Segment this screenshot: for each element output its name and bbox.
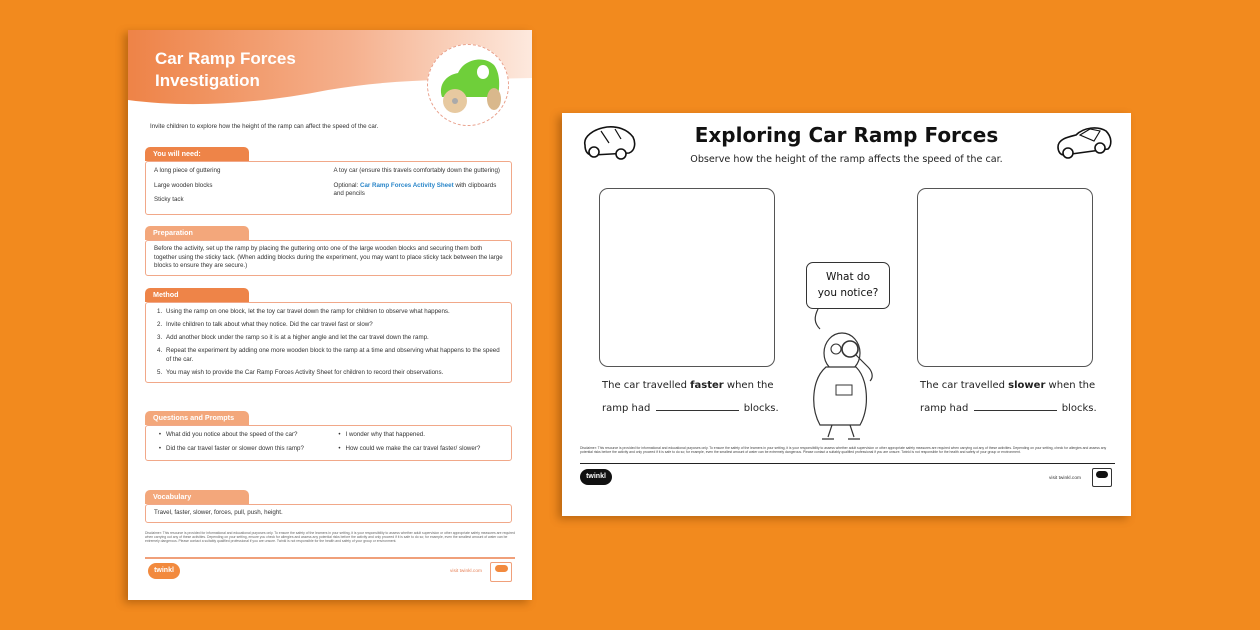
- list-item: Optional: Car Ramp Forces Activity Sheet with clipboards and pencils: [333, 181, 497, 197]
- list-item: • I wonder why that happened.: [338, 431, 425, 438]
- section-vocabulary: [145, 486, 512, 523]
- disclaimer-text: Disclaimer: This resource is provided for informational and educational purposes only. To ensure the safety of the learners in your setting, it is your responsibility to assess whether adult supervision or other appropriate safety measures are required when carrying out any of these activities. Depending on your setting, ensure you check for allergies and assess any potential risks before the activity and only proceed if it is safe to do so; for example, even the smallest amount of water can be extremely dangerous. Please contact a suitably qualified professional if you are unsure. Twinkl is not responsible for the health and safety of your group or environment.: [145, 531, 515, 544]
- intro-text: Invite children to explore how the height of the ramp can affect the speed of the car.: [150, 123, 379, 130]
- footer-divider: [580, 463, 1115, 464]
- quality-badge-icon: [490, 562, 512, 582]
- method-step: 4. Repeat the experiment by adding one more wooden block to the ramp at a time and observing what happens to the speed of the car.: [157, 347, 500, 363]
- section-preparation: [145, 222, 512, 276]
- list-item: A toy car (ensure this travels comfortably down the guttering): [333, 167, 500, 174]
- page-title: Car Ramp Forces Investigation: [155, 49, 296, 90]
- drawing-box-slower[interactable]: [917, 188, 1093, 367]
- header-banner: [128, 30, 532, 120]
- speech-bubble: What do you notice?: [806, 262, 890, 309]
- bird-detective-icon: [802, 307, 892, 443]
- visit-link[interactable]: visit twinkl.com: [450, 569, 482, 574]
- blocks-answer-blank[interactable]: [656, 401, 739, 411]
- worksheet-subtitle: Observe how the height of the ramp affects the speed of the car.: [690, 154, 1003, 165]
- list-item: Large wooden blocks: [154, 181, 213, 189]
- visit-link[interactable]: visit twinkl.com: [1049, 476, 1081, 481]
- footer-divider: [145, 557, 515, 559]
- method-step: 2. Invite children to talk about what they notice. Did the car travel fast or slow?: [157, 321, 373, 328]
- toy-car-photo: [427, 44, 509, 126]
- list-item: • How could we make the car travel faster/ slower?: [338, 444, 481, 452]
- disclaimer-text: Disclaimer: This resource is provided for informational and educational purposes only. To ensure the safety of the learners in your setting, it is your responsibility to assess whether adult supervision or other appropriate safety measures are required when carrying out any of these activities. Depending on your setting, check for allergies and assess any potential risks before the activity and only proceed if it is safe to do so; for example, even the smallest amount of water can be extremely dangerous. Please contact a suitably qualified professional if you are unsure. Twinkl is not responsible for the health and safety of your group or environment.: [580, 446, 1107, 455]
- vocabulary-text: Travel, faster, slower, forces, pull, push, height.: [145, 504, 512, 523]
- blocks-answer-blank[interactable]: [974, 401, 1057, 411]
- list-item: • Did the car travel faster or slower down this ramp?: [158, 444, 304, 452]
- method-step: 1. Using the ramp on one block, let the toy car travel down the ramp for children to observe what happens.: [157, 308, 450, 315]
- green-toy-car-icon: [428, 45, 508, 125]
- section-heading: Vocabulary: [145, 490, 249, 504]
- section-heading: Questions and Prompts: [145, 411, 249, 425]
- activity-sheet-page: [562, 113, 1131, 516]
- list-item: • What did you notice about the speed of the car?: [158, 431, 298, 438]
- lesson-plan-page: [128, 30, 532, 600]
- drawing-box-faster[interactable]: [599, 188, 775, 367]
- quality-badge-icon: [1092, 468, 1112, 487]
- method-step: 3. Add another block under the ramp so it is at a higher angle and let the car travel down the ramp.: [157, 334, 429, 341]
- section-heading: Preparation: [145, 226, 249, 240]
- list-item: A long piece of guttering: [154, 167, 221, 174]
- activity-sheet-link[interactable]: Car Ramp Forces Activity Sheet: [359, 181, 454, 189]
- section-heading: Method: [145, 288, 249, 302]
- faster-sentence: The car travelled faster when the ramp had blocks.: [602, 380, 779, 414]
- list-item: Sticky tack: [154, 196, 184, 203]
- method-step: 5. You may wish to provide the Car Ramp Forces Activity Sheet for children to record their observations.: [157, 368, 444, 376]
- twinkl-logo: twinkl: [148, 563, 180, 579]
- section-you-will-need: [145, 143, 512, 215]
- section-heading: You will need:: [145, 147, 249, 161]
- worksheet-title: Exploring Car Ramp Forces: [694, 123, 999, 147]
- preparation-text: Before the activity, set up the ramp by placing the guttering onto one of the large wooden blocks and securing them both together using the sticky tack. (When adding blocks during the experiment, you may want to place sticky tack between the large blocks to ensure they are secure.): [145, 240, 512, 276]
- slower-sentence: The car travelled slower when the ramp had blocks.: [920, 380, 1097, 414]
- section-questions: [145, 407, 512, 461]
- section-method: [145, 284, 512, 383]
- twinkl-logo: twinkl: [580, 469, 612, 485]
